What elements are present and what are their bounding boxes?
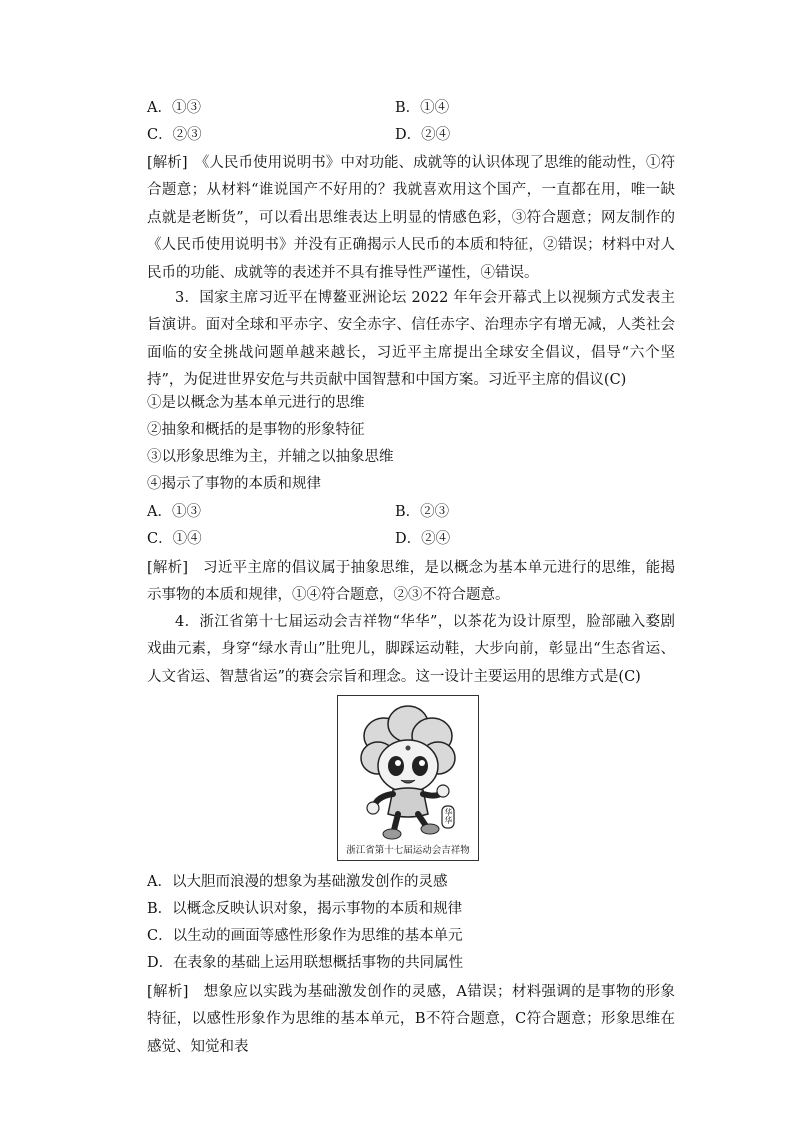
mascot-illustration <box>338 696 478 844</box>
figure-caption: 浙江省第十七届运动会吉祥物 <box>346 845 470 856</box>
q4-option-c: C．以生动的画面等感性形象作为思维的基本单元 <box>147 928 463 944</box>
q3-analysis: [解析] 习近平主席的倡议属于抽象思维，是以概念为基本单元进行的思维，能揭示事物的本质和规律，①④符合题意，②③不符合题意。 <box>147 560 675 604</box>
q3-option-c: C．①④ <box>147 531 202 547</box>
mascot-figure <box>337 695 479 861</box>
q2-option-c: C．②③ <box>147 127 202 143</box>
q3-item-1: ①是以概念为基本单元进行的思维 <box>147 395 365 411</box>
q2-analysis: [解析] 《人民币使用说明书》中对功能、成就等的认识体现了思维的能动性，①符合题意；从材料“谁说国产不好用的？我就喜欢用这个国产，一直都在用，唯一缺点就是老断货”，可以看出思维表达上明显的情感色彩，③符合题意；网友制作的《人民币使用说明书》并没有正确揭示人民币的本质和特征，②错误；材料中对人民币的功能、成就等的表述并不具有推导性严谨性，④错误。 <box>147 155 675 281</box>
q2-option-a: A．①③ <box>147 100 201 116</box>
q4-option-a: A．以大胆而浪漫的想象为基础激发创作的灵感 <box>147 874 448 890</box>
q4-analysis: [解析] 想象应以实践为基础激发创作的灵感，A错误；材料强调的是事物的形象特征，以感性形象作为思维的基本单元，B不符合题意，C符合题意；形象思维在感觉、知觉和表 <box>147 984 675 1055</box>
q3-option-d: D．②④ <box>395 531 451 547</box>
q3-stem: 3．国家主席习近平在博鳌亚洲论坛 2022 年年会开幕式上以视频方式发表主旨演讲。面对全球和平赤字、安全赤字、信任赤字、治理赤字有增无减，人类社会面临的安全挑战问题单越来越长，习近平主席提出全球安全倡议，倡导“六个坚持”，为促进世界安危与共贡献中国智慧和中国方案。习近平主席的倡议(C) <box>147 290 675 389</box>
q2-option-d: D．②④ <box>395 127 451 143</box>
mascot-seal-text: 华华 <box>444 808 453 824</box>
q3-item-3: ③以形象思维为主，并辅之以抽象思维 <box>147 449 394 465</box>
q4-stem: 4．浙江省第十七届运动会吉祥物“华华”，以茶花为设计原型，脸部融入婺剧戏曲元素，身穿“绿水青山”肚兜儿，脚踩运动鞋，大步向前，彰显出“生态省运、人文省运、智慧省运”的赛会宗旨和理念。这一设计主要运用的思维方式是(C) <box>147 614 675 685</box>
q3-option-b: B．②③ <box>395 504 450 520</box>
q4-option-b: B．以概念反映认识对象，揭示事物的本质和规律 <box>147 901 463 917</box>
q2-option-b: B．①④ <box>395 100 450 116</box>
q3-option-a: A．①③ <box>147 504 201 520</box>
q3-item-4: ④揭示了事物的本质和规律 <box>147 476 321 492</box>
q4-option-d: D．在表象的基础上运用联想概括事物的共同属性 <box>147 955 464 971</box>
q3-item-2: ②抽象和概括的是事物的形象特征 <box>147 422 365 438</box>
